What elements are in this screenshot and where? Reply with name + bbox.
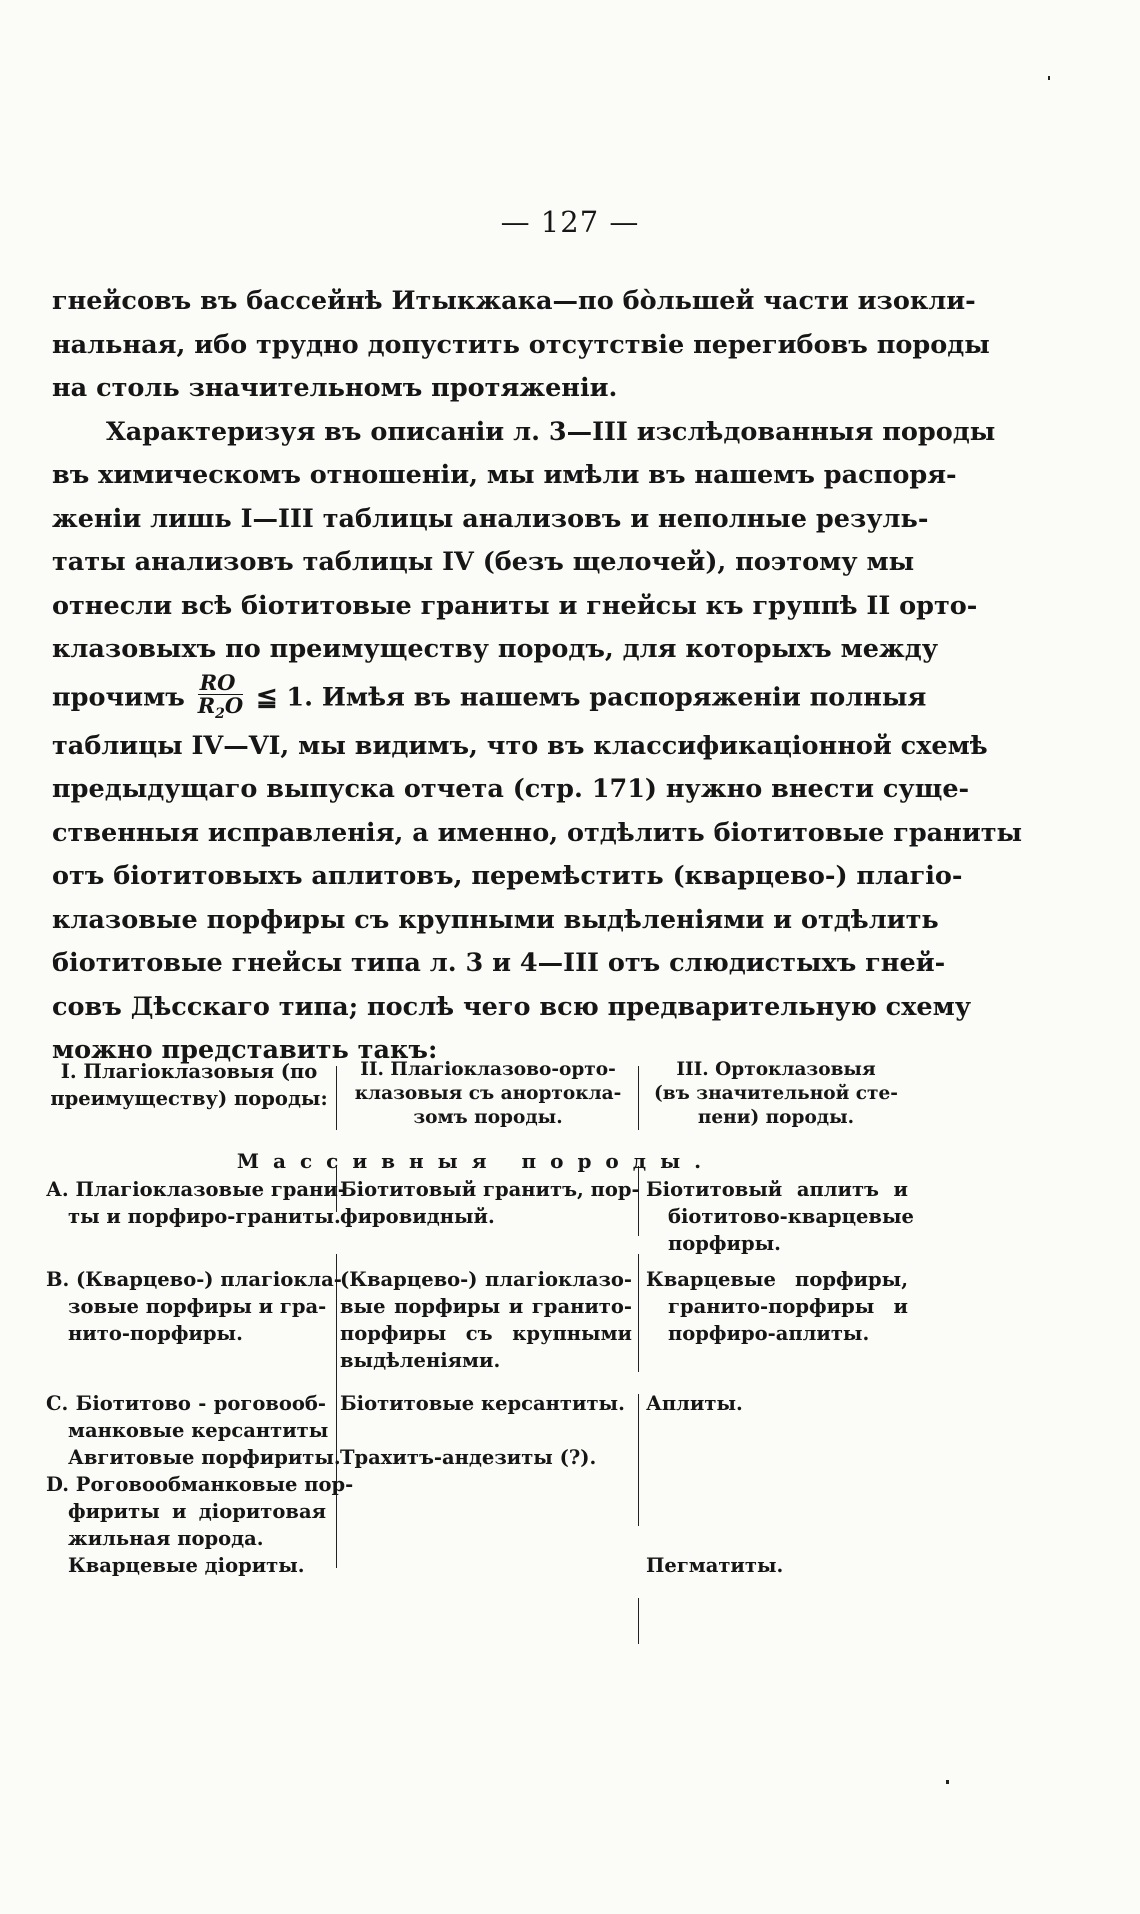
cell-line: порфиры.	[668, 1232, 781, 1255]
cell-line: Біотитовый гранитъ, пор-	[340, 1178, 640, 1201]
cell-line: порфиро-аплиты.	[668, 1322, 870, 1345]
row-a-col1	[46, 1176, 346, 1230]
text-line: таблицы IV—VI, мы видимъ, что въ классификаціонной схемѣ	[52, 730, 988, 761]
section-title: Массивныя породы.	[236, 1149, 716, 1173]
text-line: въ химическомъ отношеніи, мы имѣли въ нашемъ распоря-	[52, 460, 957, 490]
header-line: преимуществу) породы:	[50, 1087, 328, 1110]
formula-den-sub: 2	[215, 705, 225, 722]
row-c-col1	[46, 1390, 341, 1471]
text-line: нальная, ибо трудно допустить отсутствіе перегибовъ породы	[52, 329, 990, 360]
column-divider	[638, 1394, 639, 1526]
text-line: Характеризуя въ описаніи л. 3—III изслѣдованныя породы	[106, 416, 996, 447]
cell-line: С. Біотитово - роговооб-	[46, 1392, 326, 1415]
cell-line: А. Плагіоклазовые грани-	[46, 1178, 346, 1201]
row-d-col1	[46, 1471, 354, 1579]
formula-numerator: RO	[198, 672, 244, 695]
cell-line: зовые порфиры и гра-	[68, 1295, 327, 1318]
cell-line: Біотитовые керсантиты.	[340, 1392, 625, 1415]
column-header-1	[46, 1058, 332, 1112]
text-line: отъ біотитовыхъ аплитовъ, перемѣстить (кварцево-) плагіо-	[52, 861, 963, 892]
header-line: II. Плагіоклазово-орто-	[360, 1059, 616, 1080]
text-line: ственныя исправленія, а именно, отдѣлить біотитовые граниты	[52, 817, 1023, 848]
header-line: I. Плагіоклазовыя (по	[60, 1060, 318, 1083]
column-header-2	[340, 1058, 636, 1130]
page-number: — 127 —	[500, 205, 640, 239]
cell-line: ты и порфиро-граниты.	[68, 1205, 341, 1228]
cell-line: манковые керсантиты	[68, 1419, 329, 1442]
cell-line	[340, 1417, 632, 1444]
cell-line: Авгитовые порфириты.	[68, 1446, 341, 1469]
cell-line: D. Роговообманковые пор-	[46, 1473, 354, 1496]
column-divider	[336, 1066, 337, 1130]
cell-line: порфиры съ крупными	[340, 1322, 632, 1345]
cell-line: Біотитовый аплитъ и	[646, 1178, 908, 1201]
text-line: таты анализовъ таблицы IV (безъ щелочей), поэтому мы	[52, 547, 915, 577]
cell-line: фириты и діоритовая	[68, 1500, 326, 1523]
cell-line: Кварцевые діориты.	[68, 1554, 305, 1577]
cell-line: выдѣленіями.	[340, 1349, 501, 1372]
cell-line: Трахитъ-андезиты (?).	[340, 1446, 597, 1469]
text-line: клазовые порфиры съ крупными выдѣленіями и отдѣлить	[52, 904, 939, 935]
row-b-col1	[46, 1266, 342, 1347]
text-line: можно представить такъ:	[52, 1035, 438, 1066]
row-a-col2	[340, 1176, 640, 1230]
header-line: пени) породы.	[697, 1107, 855, 1128]
header-line: зомъ породы.	[413, 1107, 563, 1128]
formula-den-o: O	[224, 692, 244, 718]
cell-line: гранито-порфиры и	[668, 1295, 908, 1318]
formula-den-r: R	[197, 692, 216, 718]
cell-line: фировидный.	[340, 1205, 495, 1228]
formula-denominator	[197, 692, 244, 725]
text-line: біотитовые гнейсы типа л. 3 и 4—III отъ слюдистыхъ гней-	[52, 948, 946, 979]
cell-line: біотитово-кварцевые	[668, 1205, 914, 1228]
header-line: III. Ортоклазовыя	[676, 1059, 876, 1080]
cell-line: В. (Кварцево-) плагіокла-	[46, 1268, 342, 1291]
text-line: клазовыхъ по преимуществу породъ, для которыхъ между	[52, 634, 939, 664]
formula-line	[52, 669, 927, 725]
cell-line: Аплиты.	[646, 1392, 743, 1415]
header-line: клазовыя съ анортокла-	[354, 1083, 622, 1104]
scan-speck	[946, 1780, 949, 1784]
row-b-col2	[340, 1266, 632, 1374]
column-divider	[638, 1066, 639, 1130]
row-a-col3	[646, 1176, 914, 1257]
row-c-col3	[646, 1390, 908, 1417]
cell-line: нито-порфиры.	[68, 1322, 243, 1345]
formula-fraction	[197, 669, 244, 725]
column-header-3	[644, 1058, 908, 1130]
text-line: совъ Дѣсскаго типа; послѣ чего всю предварительную схему	[52, 991, 972, 1022]
text-line: отнесли всѣ біотитовые граниты и гнейсы къ группѣ II орто-	[52, 590, 978, 621]
cell-line: Кварцевые порфиры,	[646, 1268, 908, 1291]
cell-line: жильная порода.	[68, 1527, 264, 1550]
column-divider	[638, 1254, 639, 1372]
cell-line: (Кварцево-) плагіоклазо-	[340, 1268, 632, 1291]
text-line: на столь значительномъ протяженіи.	[52, 373, 618, 403]
row-b-col3	[646, 1266, 908, 1347]
text-line: предыдущаго выпуска отчета (стр. 171) нужно внести суще-	[52, 774, 970, 805]
text-line: женіи лишь I—III таблицы анализовъ и неполные резуль-	[52, 503, 929, 534]
row-d-col3	[646, 1552, 908, 1579]
text-line: гнейсовъ въ бассейнѣ Итыкжака—по бо̀льшей части изокли-	[52, 286, 976, 316]
header-line: (въ значительной сте-	[654, 1083, 898, 1104]
cell-line: Пегматиты.	[646, 1554, 784, 1577]
row-c-col2	[340, 1390, 632, 1471]
formula-prefix: прочимъ	[52, 682, 185, 713]
formula-suffix: ≦ 1. Имѣя въ нашемъ распоряженіи полныя	[256, 682, 927, 713]
scan-speck	[1048, 76, 1050, 80]
cell-line: вые порфиры и гранито-	[340, 1295, 632, 1318]
body-text	[52, 280, 1023, 1073]
column-divider	[638, 1598, 639, 1644]
column-divider	[638, 1166, 639, 1236]
